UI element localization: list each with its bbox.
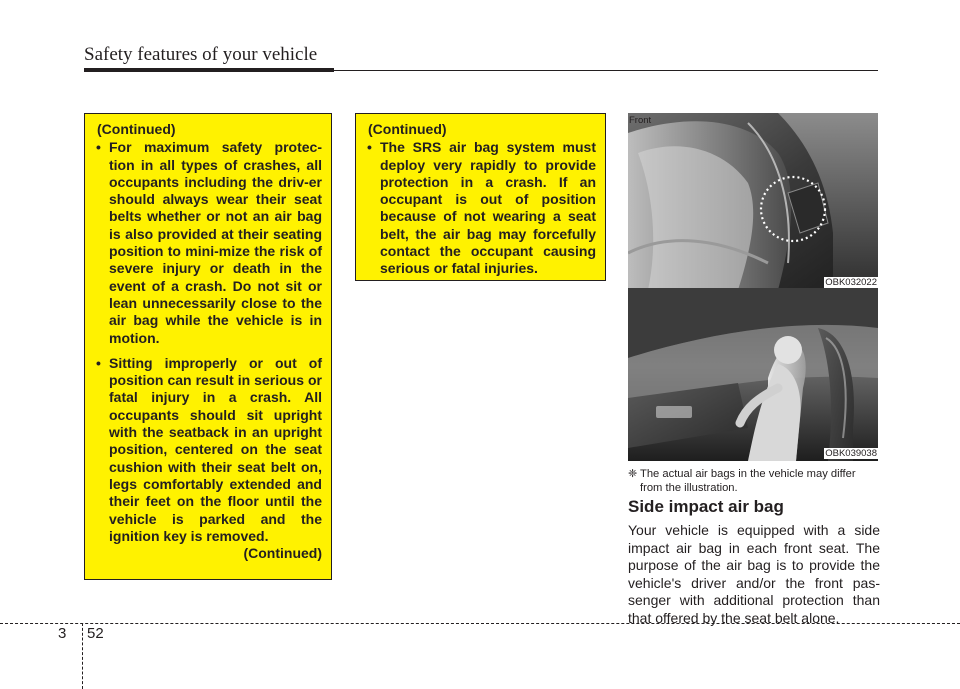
figure-code: OBK039038	[825, 448, 877, 459]
page-header-title: Safety features of your vehicle	[84, 44, 318, 65]
footer-rule	[0, 623, 960, 624]
header-rule-thick	[84, 68, 334, 72]
footer-vertical-rule	[82, 623, 83, 689]
figure-code: OBK032022	[825, 277, 877, 288]
front-label: Front	[629, 115, 652, 126]
continued-label-bottom: (Continued)	[243, 545, 322, 562]
warning-box-left	[84, 113, 332, 580]
note-symbol: ❈	[628, 468, 638, 480]
warning-bullet: • For maximum safety protec-tion in all types of crashes, all occupants including the driv-er should always wear their seat belts whether or not an air bag is also provided at their seating position to mini-mize the risk of severe injury or death in the event of a crash. Do not sit or lean unnecessarily close to the air bag while the vehicle is in motion.	[94, 139, 322, 347]
side-airbag-deployment-illustration	[628, 288, 878, 461]
illustration-note	[628, 467, 880, 495]
header-rule-thin	[334, 70, 878, 71]
warning-box-middle	[355, 113, 606, 281]
section-title: Side impact air bag	[628, 497, 784, 516]
page-number: 52	[87, 625, 104, 642]
continued-label-top: (Continued)	[97, 121, 176, 137]
seat-airbag-illustration	[628, 113, 878, 290]
chapter-number: 3	[58, 625, 67, 642]
note-text-line1: The actual air bags in the vehicle may differ	[640, 468, 856, 480]
warning-bullet: • Sitting improperly or out of position can result in serious or fatal injury in a crash. All occupants should sit upright with the seatback in an upright position, centered on the seat cushion with their seat belt on, legs comfortably extended and their feet on the floor until the vehicle is parked and the ignition key is removed.	[94, 355, 322, 545]
section-body: Your vehicle is equipped with a side impact air bag in each front seat. The purpose of the air bag is to provide the vehicle's driver and/or the front pas-senger with additional protection than that offered by the seat belt alone.	[628, 522, 880, 626]
note-text-line2: from the illustration.	[640, 482, 738, 494]
warning-bullet: • The SRS air bag system must deploy very rapidly to provide protection in a crash. If an occupant is out of position because of not wearing a seat belt, the air bag may forcefully contact the occupant causing serious or fatal injuries.	[365, 139, 596, 277]
continued-label-top: (Continued)	[368, 121, 447, 137]
